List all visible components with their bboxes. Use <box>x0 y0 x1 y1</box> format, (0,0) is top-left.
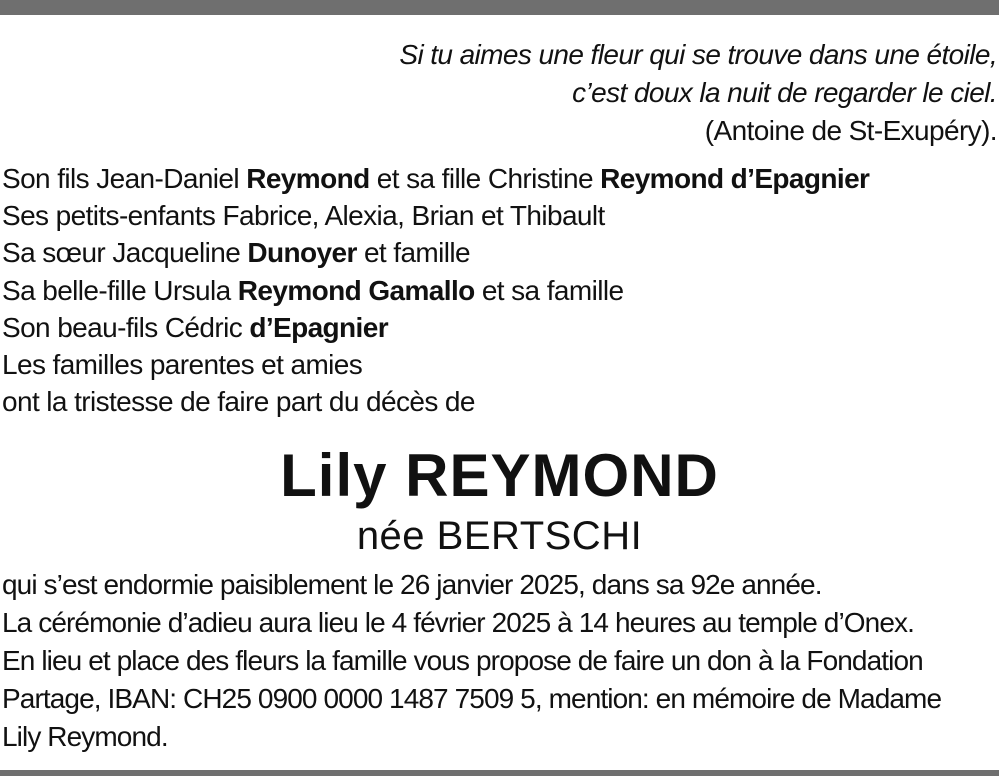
son-prefix: Son fils Jean-Daniel <box>2 163 247 194</box>
son-mid: et sa fille Christine <box>369 163 601 194</box>
son-in-law-surname: d’Epagnier <box>249 311 389 343</box>
deceased-maiden-name: née BERTSCHI <box>356 514 643 558</box>
sister-suffix: et famille <box>356 237 470 269</box>
family-line-relatives: Les familles parentes et amies <box>2 349 363 381</box>
quote-author: (Antoine de St-Exupéry). <box>704 115 997 146</box>
details-line-1: qui s’est endormie paisiblement le 26 janvier 2025, dans sa 92e année. <box>2 569 822 600</box>
quote-line-2: c’est doux la nuit de regarder le ciel. <box>572 77 997 108</box>
daughter-in-law-surname: Reymond Gamallo <box>237 274 475 306</box>
details-line-3: En lieu et place des fleurs la famille vous propose de faire un don à la Fondation <box>2 645 923 676</box>
sister-prefix: Sa sœur Jacqueline <box>2 237 248 269</box>
family-line-daughter-in-law <box>2 272 869 309</box>
family-line-grandchildren: Ses petits-enfants Fabrice, Alexia, Brian et Thibault <box>2 200 605 232</box>
family-line-announcement: ont la tristesse de faire part du décès de <box>2 386 475 418</box>
family-line-son <box>2 160 869 197</box>
daughter-in-law-prefix: Sa belle-fille Ursula <box>2 274 238 306</box>
sister-surname: Dunoyer <box>247 237 357 269</box>
daughter-surname: Reymond d’Epagnier <box>600 163 870 194</box>
top-rule <box>0 0 999 15</box>
bottom-rule <box>0 770 999 776</box>
family-line-sister <box>2 234 869 271</box>
family-line-son-in-law <box>2 309 869 346</box>
quote-line-1: Si tu aimes une fleur qui se trouve dans une étoile, <box>399 39 997 70</box>
family-list <box>2 160 869 420</box>
deceased-name: Lily REYMOND <box>280 442 719 509</box>
details-line-2: La cérémonie d’adieu aura lieu le 4 février 2025 à 14 heures au temple d’Onex. <box>2 607 914 638</box>
details-line-5: Lily Reymond. <box>2 721 168 752</box>
son-surname: Reymond <box>246 163 370 194</box>
daughter-in-law-suffix: et sa famille <box>474 274 624 306</box>
details-line-4: Partage, IBAN: CH25 0900 0000 1487 7509 5, mention: en mémoire de Madame <box>2 683 942 714</box>
epigraph-quote <box>399 36 997 150</box>
son-in-law-prefix: Son beau-fils Cédric <box>2 311 250 343</box>
notice-details <box>2 566 941 756</box>
